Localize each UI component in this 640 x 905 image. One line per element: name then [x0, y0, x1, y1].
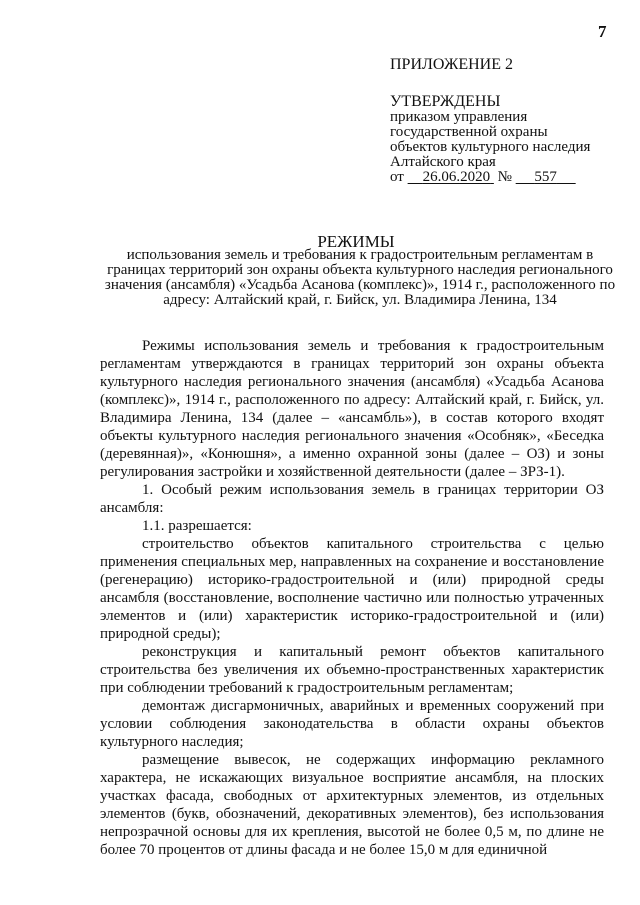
- page-number: 7: [598, 22, 607, 41]
- order-number-value: 557: [534, 169, 557, 185]
- paragraph: 1.1. разрешается:: [142, 518, 252, 534]
- document-body: [100, 337, 604, 859]
- appendix-title: ПРИЛОЖЕНИЕ 2: [390, 56, 514, 73]
- document-subtitle: использования земель и требования к градостроительным регламентам в границах территорий зон охраны объекта культурного наследия регионального значения (ансамбля) «Усадьба Асанова (комплекс)», 1914 г., расположенного по адресу: Алтайский край, г. Бийск, ул. Владимира Ленина, 134: [104, 247, 616, 308]
- paragraph: Режимы использования земель и требования к градостроительным регламентам утверждаются в границах территорий зон охраны объекта культурного наследия регионального значения (ансамбля) «Усадьба Асанова (комплекс)», 1914 г., расположенного по адресу: Алтайский край, г. Бийск, ул. Владимира Ленина, 134 (далее – «ансамбль»), в состав которого входят объекты культурного наследия регионального значения «Особняк», «Беседка (деревянная)», «Конюшня», а именно охранной зоны (далее – ОЗ) и зоны регулирования застройки и хозяйственной деятельности (далее – ЗРЗ-1).: [100, 338, 604, 480]
- order-date-value: 26.06.2020: [422, 169, 491, 185]
- approval-block: [390, 94, 590, 185]
- paragraph: строительство объектов капитального строительства с целью применения специальных мер, направленных на сохранение и восстановление (регенерацию) историко-градостроительной и (или) природной среды ансамбля (восстановление, восполнение частично или полностью утраченных элементов и (или) характеристик историко-градостроительной и (или) природной среды);: [100, 536, 604, 642]
- approval-line: Алтайского края: [390, 154, 496, 170]
- approval-line: государственной охраны: [390, 124, 548, 140]
- approval-date-line: [390, 170, 590, 185]
- approval-line: объектов культурного наследия: [390, 139, 591, 155]
- order-number: [516, 169, 576, 185]
- approval-heading: УТВЕРЖДЕНЫ: [390, 93, 501, 110]
- order-date: [408, 169, 494, 185]
- document-title: РЕЖИМЫ: [317, 232, 395, 251]
- paragraph: реконструкция и капитальный ремонт объектов капитального строительства без увеличения их объемно-пространственных характеристик при соблюдении требований к градостроительным регламентам;: [100, 644, 604, 696]
- approval-line: приказом управления: [390, 109, 528, 125]
- date-prefix: от: [390, 169, 404, 185]
- paragraph: демонтаж дисгармоничных, аварийных и временных сооружений при условии соблюдения законодательства в области охраны объектов культурного наследия;: [100, 698, 604, 750]
- number-sign: №: [497, 169, 512, 185]
- paragraph: размещение вывесок, не содержащих информацию рекламного характера, не искажающих визуальное восприятие ансамбля, на плоских участках фасада, свободных от архитектурных элементов, из отдельных элементов (букв, обозначений, декоративных элементов), без использования непрозрачной основы для их крепления, высотой не более 0,5 м, по длине не более 70 процентов от длины фасада и не более 15,0 м для единичной: [100, 752, 604, 858]
- paragraph: 1. Особый режим использования земель в границах территории ОЗ ансамбля:: [100, 482, 604, 516]
